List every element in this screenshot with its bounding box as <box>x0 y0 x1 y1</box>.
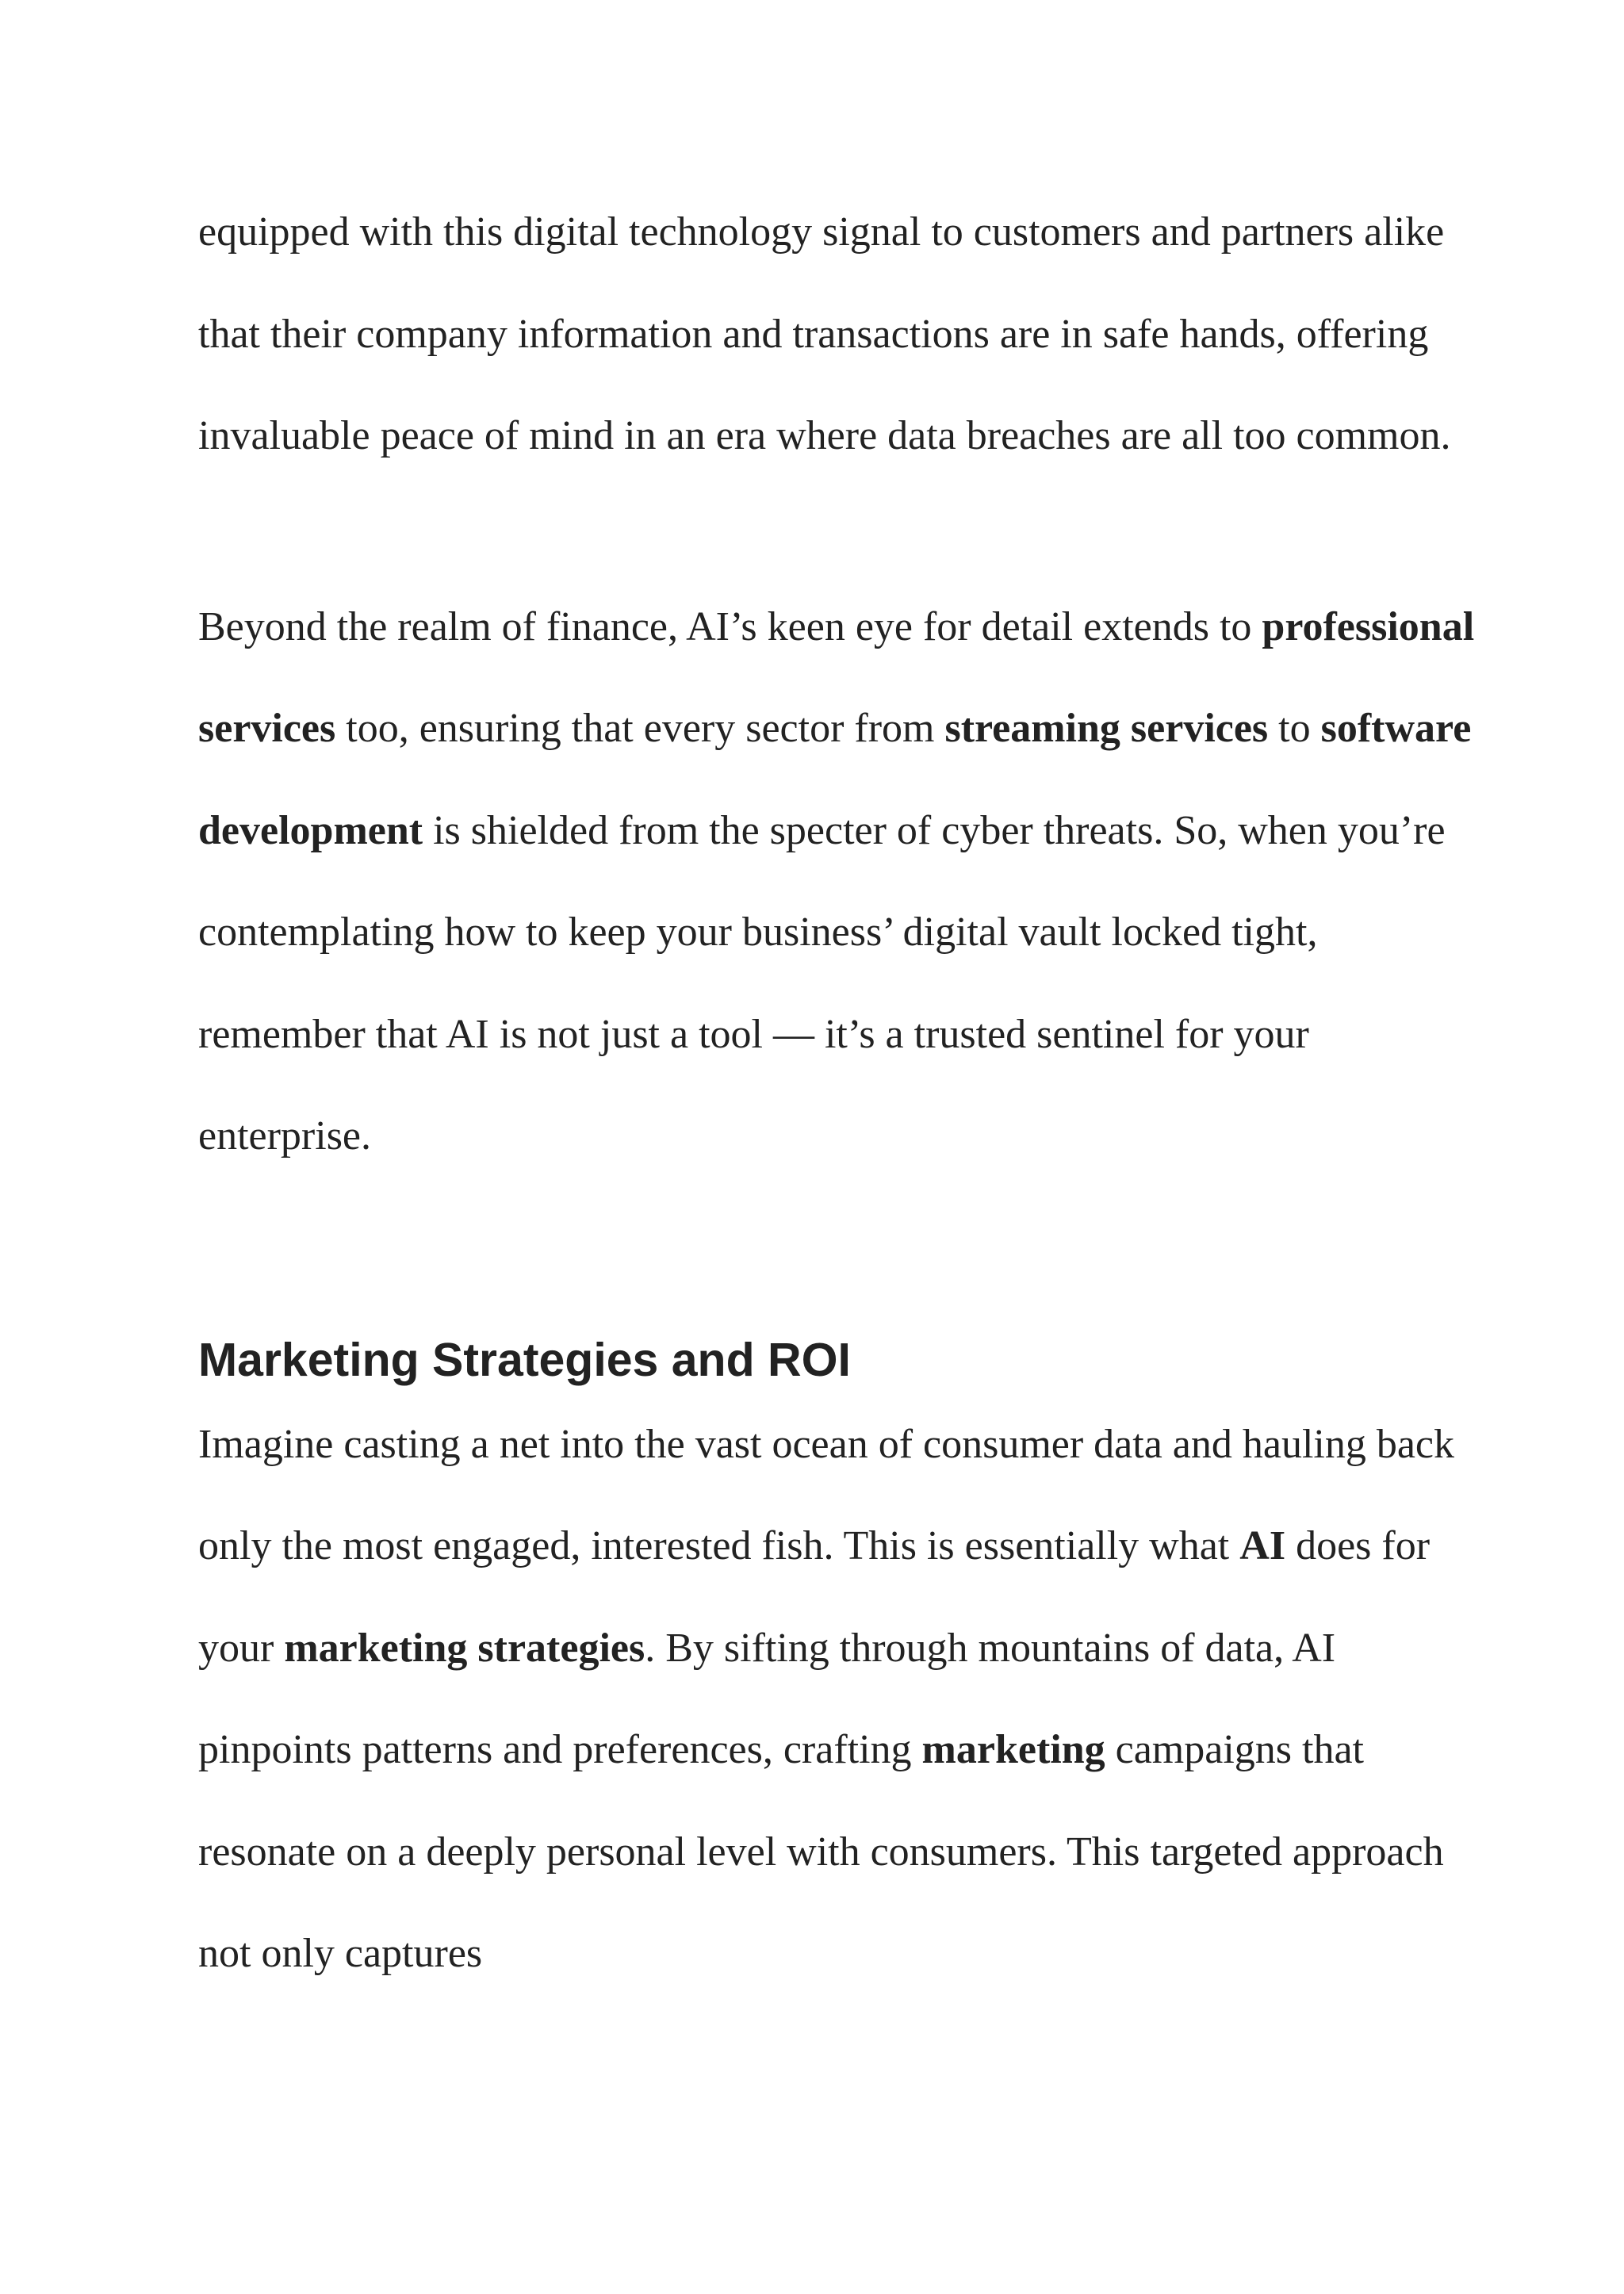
bold-term-ai: AI <box>1239 1523 1286 1568</box>
bold-term-software-development: software development <box>198 706 1472 853</box>
paragraph-security-intro <box>198 182 1483 488</box>
paragraph-beyond-finance <box>198 576 1483 1188</box>
article-body <box>198 182 1483 2005</box>
paragraph-text: does for your <box>198 1523 1431 1671</box>
bold-term-marketing-strategies: marketing strategies <box>284 1625 645 1671</box>
paragraph-text: . By sifting through mountains of data, AI pinpoints patterns and preferences, crafting <box>198 1625 1336 1772</box>
paragraph-text: to <box>1268 706 1321 751</box>
paragraph-text: Imagine casting a net into the vast ocean of consumer data and hauling back only the most engaged, interested fish. This is essentially what <box>198 1421 1454 1568</box>
paragraph-marketing <box>198 1394 1483 2005</box>
bold-term-streaming-services: streaming services <box>944 706 1269 751</box>
paragraph-text: is shielded from the specter of cyber threats. So, when you’re contemplating how to keep your business’ digital vault locked tight, remember that AI is not just a tool — it’s a trusted sentinel for your enterprise. <box>198 807 1446 1158</box>
paragraph-text: equipped with this digital technology signal to customers and partners alike that their company information and transactions are in safe hands, offering invaluable peace of mind in an era where data breaches are all too common. <box>198 209 1451 458</box>
paragraph-text: too, ensuring that every sector from <box>335 706 945 751</box>
section-heading: Marketing Strategies and ROI <box>198 1333 851 1386</box>
paragraph-text: Beyond the realm of finance, AI’s keen eye for detail extends to <box>198 603 1262 649</box>
bold-term-marketing: marketing <box>921 1727 1105 1772</box>
paragraph-text: campaigns that resonate on a deeply personal level with consumers. This targeted approach not only captures <box>198 1727 1444 1976</box>
bold-term-professional-services: professional services <box>198 603 1475 751</box>
